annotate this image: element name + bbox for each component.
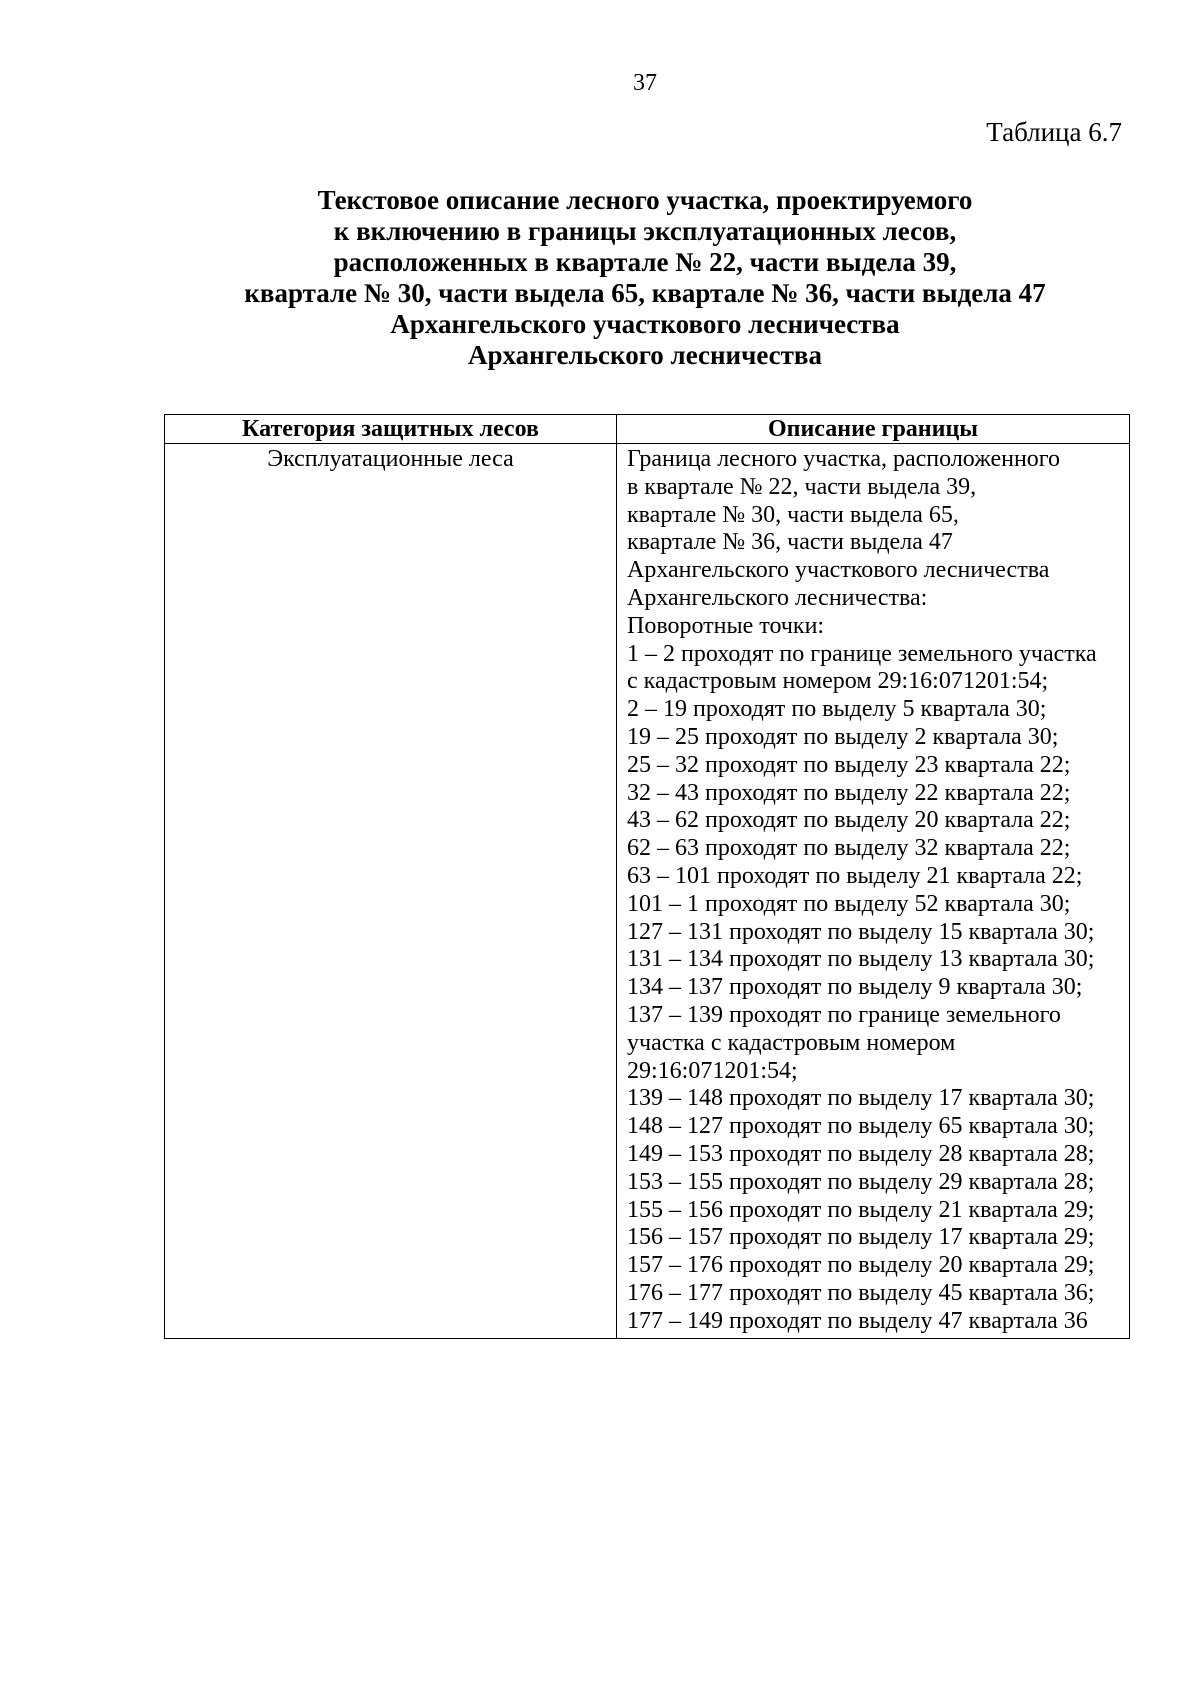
description-line: 148 – 127 проходят по выделу 65 квартала 30; [627, 1113, 1095, 1140]
description-line: 155 – 156 проходят по выделу 21 квартала 29; [627, 1196, 1095, 1223]
description-line: 134 – 137 проходят по выделу 9 квартала 30; [627, 974, 1083, 1001]
description-cell [617, 444, 1130, 1339]
description-line: 137 – 139 проходят по границе земельного [627, 1001, 1061, 1028]
description-line: 139 – 148 проходят по выделу 17 квартала 30; [627, 1085, 1095, 1112]
description-line: 149 – 153 проходят по выделу 28 квартала 28; [627, 1140, 1095, 1167]
description-line: 176 – 177 проходят по выделу 45 квартала 36; [627, 1279, 1095, 1306]
header-description: Описание границы [617, 415, 1130, 444]
description-line: 101 – 1 проходят по выделу 52 квартала 30; [627, 890, 1071, 917]
title-line: Архангельского участкового лесничества [390, 309, 900, 339]
description-line: 62 – 63 проходят по выделу 32 квартала 22; [627, 835, 1071, 862]
description-line: участка с кадастровым номером [627, 1029, 956, 1056]
description-line: Граница лесного участка, расположенного [627, 446, 1061, 472]
page-number: 37 [633, 70, 657, 96]
description-line: в квартале № 22, части выдела 39, [627, 473, 977, 500]
document-title [150, 185, 1140, 371]
description-line: 29:16:071201:54; [627, 1057, 798, 1084]
boundary-table [164, 414, 1130, 1339]
title-line: Текстовое описание лесного участка, проектируемого [317, 185, 973, 215]
title-line: к включению в границы эксплуатационных лесов, [333, 216, 957, 246]
description-line: 43 – 62 проходят по выделу 20 квартала 22; [627, 807, 1071, 834]
description-line: 32 – 43 проходят по выделу 22 квартала 22; [627, 779, 1071, 806]
header-category: Категория защитных лесов [165, 415, 617, 444]
description-line: квартале № 36, части выдела 47 [627, 529, 953, 556]
category-cell: Эксплуатационные леса [165, 444, 617, 1339]
title-line: Архангельского лесничества [468, 340, 822, 370]
description-line: 19 – 25 проходят по выделу 2 квартала 30; [627, 723, 1059, 750]
title-line: расположенных в квартале № 22, части выдела 39, [333, 247, 957, 277]
table-header-row [165, 415, 1130, 444]
description-line: Архангельского лесничества: [627, 584, 928, 611]
description-line: квартале № 30, части выдела 65, [627, 501, 959, 528]
description-line: с кадастровым номером 29:16:071201:54; [627, 668, 1049, 695]
description-line: 153 – 155 проходят по выделу 29 квартала 28; [627, 1168, 1095, 1195]
table-caption: Таблица 6.7 [986, 117, 1122, 147]
description-line: Архангельского участкового лесничества [627, 557, 1050, 584]
description-line: 2 – 19 проходят по выделу 5 квартала 30; [627, 696, 1047, 723]
description-line: Поворотные точки: [627, 612, 825, 639]
description-line: 25 – 32 проходят по выделу 23 квартала 22; [627, 751, 1071, 778]
description-line: 1 – 2 проходят по границе земельного участка [627, 640, 1097, 667]
description-line: 131 – 134 проходят по выделу 13 квартала 30; [627, 946, 1095, 973]
title-line: квартале № 30, части выдела 65, квартале № 36, части выдела 47 [244, 278, 1046, 308]
description-line: 157 – 176 проходят по выделу 20 квартала 29; [627, 1252, 1095, 1279]
description-line: 127 – 131 проходят по выделу 15 квартала 30; [627, 918, 1095, 945]
description-line: 177 – 149 проходят по выделу 47 квартала 36 [627, 1307, 1088, 1334]
description-line: 63 – 101 проходят по выделу 21 квартала 22; [627, 862, 1083, 889]
table-row [165, 444, 1130, 1339]
description-line: 156 – 157 проходят по выделу 17 квартала 29; [627, 1224, 1095, 1251]
